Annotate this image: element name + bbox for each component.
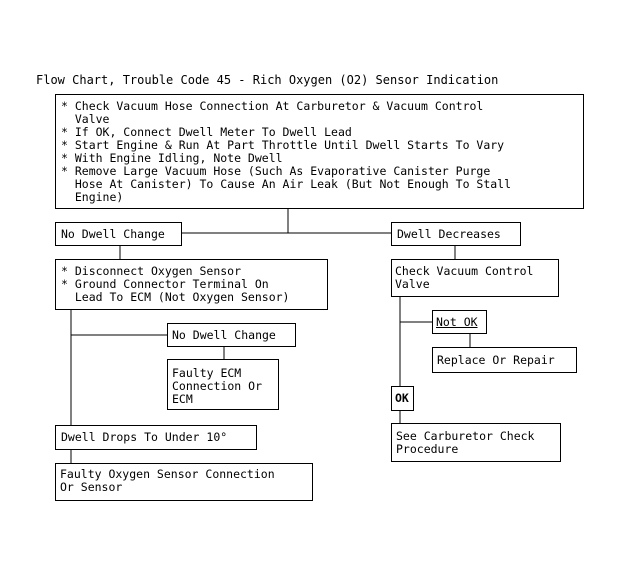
replace-or-repair-label: Replace Or Repair xyxy=(437,353,555,367)
see-carburetor-box xyxy=(391,423,561,462)
dwell-decreases-label: Dwell Decreases xyxy=(397,227,501,241)
check-vacuum-line-1: Check Vacuum Control xyxy=(395,264,534,278)
top-line-2: Valve xyxy=(61,112,110,126)
dwell-decreases-box xyxy=(391,222,521,246)
faulty-ecm-line-1: Faulty ECM xyxy=(172,366,242,380)
top-line-1: * Check Vacuum Hose Connection At Carburetor & Vacuum Control xyxy=(61,99,484,113)
dwell-drops-box xyxy=(55,425,257,450)
top-line-3: * If OK, Connect Dwell Meter To Dwell Lead xyxy=(61,125,352,139)
no-dwell-change-label-1: No Dwell Change xyxy=(61,227,165,241)
top-line-4: * Start Engine & Run At Part Throttle Until Dwell Starts To Vary xyxy=(61,138,505,152)
not-ok-label: Not OK xyxy=(436,315,478,329)
disconnect-line-3: Lead To ECM (Not Oxygen Sensor) xyxy=(61,290,290,304)
diagram-title: Flow Chart, Trouble Code 45 - Rich Oxygen (O2) Sensor Indication xyxy=(36,73,499,87)
no-dwell-change-box-2 xyxy=(167,323,296,347)
faulty-ecm-line-2: Connection Or xyxy=(172,379,263,393)
check-vacuum-line-2: Valve xyxy=(395,277,430,291)
see-carburetor-line-1: See Carburetor Check xyxy=(396,429,535,443)
no-dwell-change-label-2: No Dwell Change xyxy=(172,328,276,342)
top-line-7: Hose At Canister) To Cause An Air Leak (But Not Enough To Stall xyxy=(61,177,512,191)
disconnect-sensor-box xyxy=(55,259,328,310)
faulty-ecm-line-3: ECM xyxy=(172,392,193,406)
not-ok-box xyxy=(432,310,487,334)
check-vacuum-box xyxy=(391,259,559,297)
top-instructions-box xyxy=(55,94,584,209)
disconnect-line-2: * Ground Connector Terminal On xyxy=(61,277,269,291)
dwell-drops-label: Dwell Drops To Under 10° xyxy=(61,430,228,444)
see-carburetor-line-2: Procedure xyxy=(396,442,459,456)
ok-label: OK xyxy=(395,391,409,405)
faulty-oxygen-line-1: Faulty Oxygen Sensor Connection xyxy=(60,467,275,481)
no-dwell-change-box-1 xyxy=(55,222,182,246)
top-line-8: Engine) xyxy=(61,190,124,204)
faulty-ecm-box xyxy=(167,359,279,410)
replace-or-repair-box xyxy=(432,347,577,373)
faulty-oxygen-box xyxy=(55,463,313,501)
faulty-oxygen-line-2: Or Sensor xyxy=(60,480,123,494)
top-line-6: * Remove Large Vacuum Hose (Such As Evaporative Canister Purge xyxy=(61,164,491,178)
disconnect-line-1: * Disconnect Oxygen Sensor xyxy=(61,264,242,278)
top-line-5: * With Engine Idling, Note Dwell xyxy=(61,151,283,165)
ok-box xyxy=(391,386,414,411)
